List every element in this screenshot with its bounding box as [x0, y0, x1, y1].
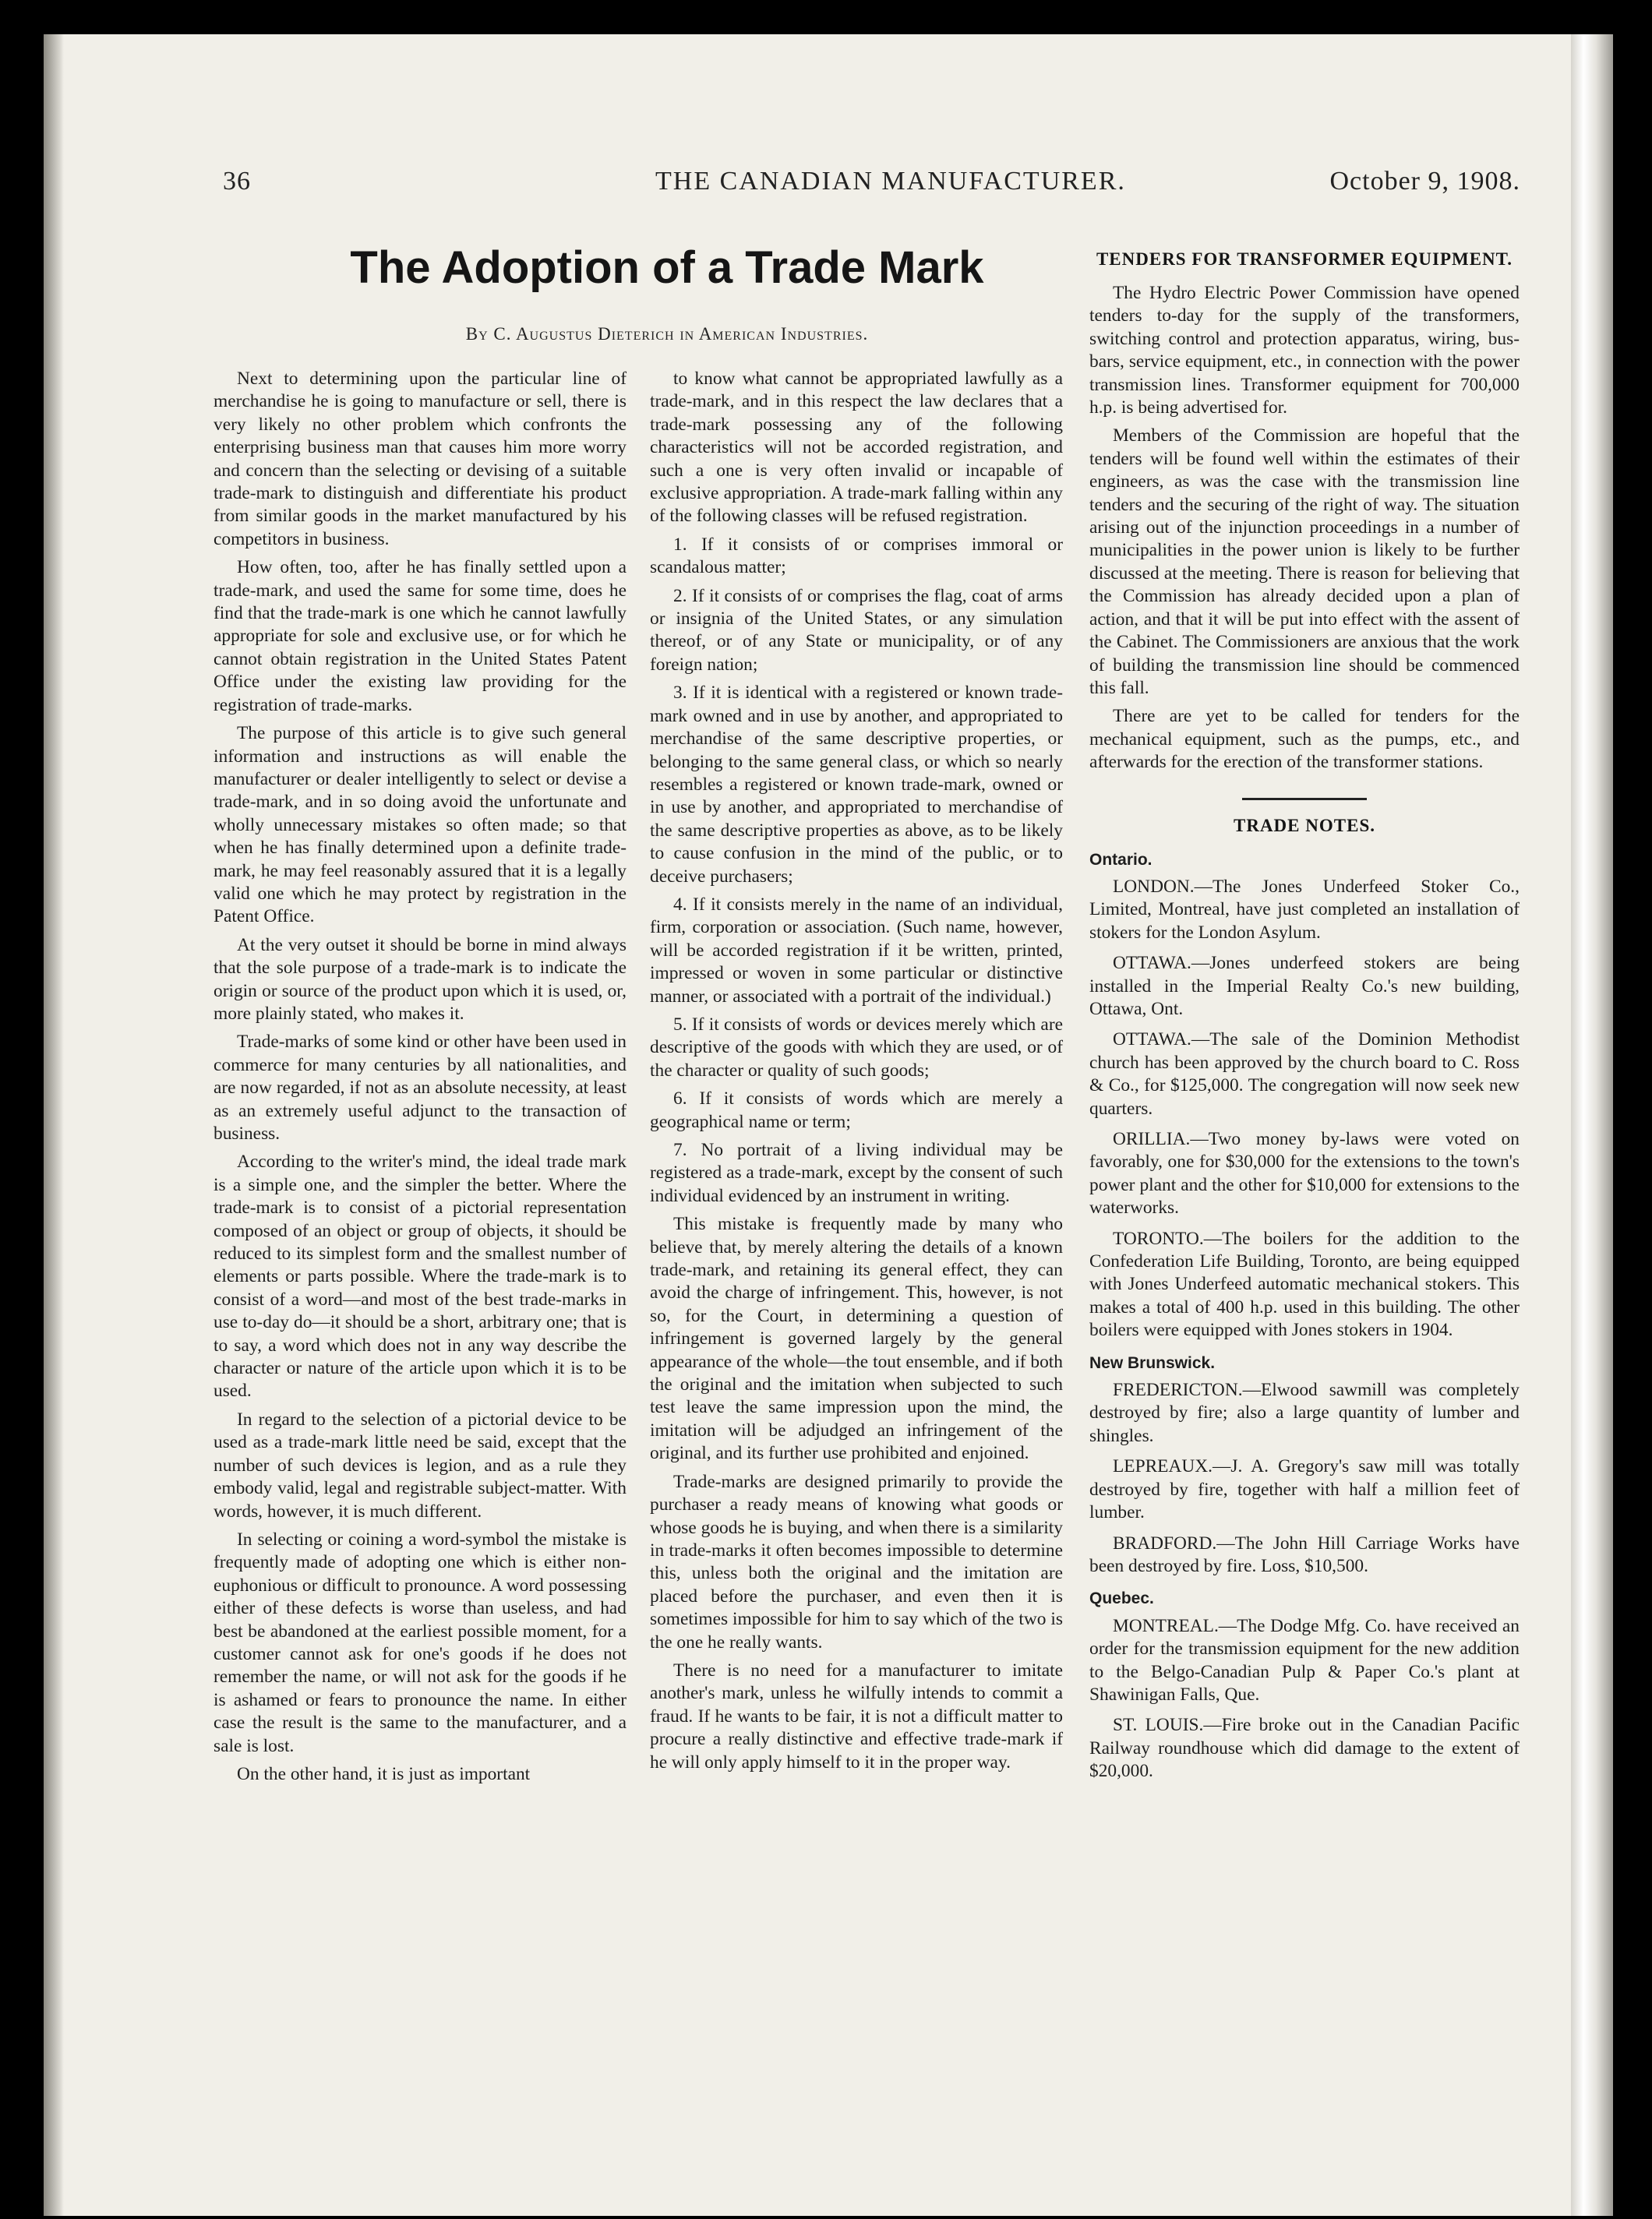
region-heading: Ontario. [1089, 850, 1153, 869]
news-item: FREDERICTON.—Elwood sawmill was completely destroyed by fire; also a large quantity of lumber and shingles. [1089, 1380, 1520, 1446]
paragraph: There are yet to be called for tenders for the mechanical equipment, such as the pumps, etc., and afterwards for the erection of the transformer stations. [1089, 706, 1520, 773]
paragraph: Next to determining upon the particular line of merchandise he is going to manufacture or sell, there is very likely no other problem which confronts the enterprising business man that causes him more worry and concern than the selecting or devising of a suitable trade-mark to distinguish and differentiate his product from similar goods in the market manufactured by his competitors in business. [214, 369, 627, 549]
paragraph: At the very outset it should be borne in mind always that the sole purpose of a trade-mark is to indicate the origin or source of the product upon which it is used, or, more plainly stated, who makes it. [214, 934, 627, 1024]
article-column-1 [214, 368, 627, 1791]
region-heading: Quebec. [1089, 1589, 1154, 1608]
paragraph: to know what cannot be appropriated lawfully as a trade-mark, and in this respect the law declares that a trade-mark possessing any of the following characteristics will not be accorded registration, and such a one is very often invalid or incapable of exclusive appropriation. A trade-mark falling within any of the following classes will be refused registration. [650, 369, 1063, 527]
page-number: 36 [223, 167, 251, 196]
news-item: MONTREAL.—The Dodge Mfg. Co. have received an order for the transmission equipment for the new addition to the Belgo-Canadian Pulp & Paper Co.'s plant at Shawinigan Falls, Que. [1089, 1615, 1520, 1705]
paragraph: Members of the Commission are hopeful that the tenders will be found well within the estimates of their engineers, as was the case with the transmission line tenders and the securing of the right of way. The situation arising out of the injunction proceedings in a number of municipalities in the power union is likely to be further discussed at the meeting. There is reason for believing that the Commission has already decided upon a plan of action, and that it will be put into effect with the assent of the Cabinet. The Commissioners are anxious that the work of building the transmission line should be commenced this fall. [1089, 425, 1520, 698]
news-item: OTTAWA.—The sale of the Dominion Methodist church has been approved by the church board to C. Ross & Co., for $125,000. The congregation will now seek new quarters. [1089, 1029, 1520, 1119]
paragraph: 5. If it consists of words or devices merely which are descriptive of the goods with which they are used, or of the character or quality of such goods; [650, 1014, 1063, 1081]
news-item: ST. LOUIS.—Fire broke out in the Canadian Pacific Railway roundhouse which did damage to the extent of $20,000. [1089, 1715, 1520, 1782]
paragraph: 4. If it consists merely in the name of an individual, firm, corporation or association. (Such name, however, will be accorded registration if it be written, printed, impressed or woven in some particular or distinctive manner, or associated with a portrait of the individual.) [650, 894, 1063, 1007]
paragraph: There is no need for a manufacturer to imitate another's mark, unless he wilfully intends to commit a fraud. If he wants to be fair, it is not a difficult matter to procure a really distinctive and effective trade-mark if he will only apply himself to it in the proper way. [650, 1660, 1063, 1773]
news-item: OTTAWA.—Jones underfeed stokers are being installed in the Imperial Realty Co.'s new building, Ottawa, Ont. [1089, 953, 1520, 1019]
publication-title: THE CANADIAN MANUFACTURER. [655, 167, 1126, 196]
paragraph: The Hydro Electric Power Commission have opened tenders to-day for the supply of the transformers, switching control and protection apparatus, wiring, bus-bars, service equipment, etc., in connection with the power transmission lines. Transformer equipment for 700,000 h.p. is being advertised for. [1089, 283, 1520, 418]
news-item: LONDON.—The Jones Underfeed Stoker Co., Limited, Montreal, have just completed an installation of stokers for the London Asylum. [1089, 876, 1520, 943]
news-item: BRADFORD.—The John Hill Carriage Works have been destroyed by fire. Loss, $10,500. [1089, 1533, 1520, 1576]
news-item: ORILLIA.—Two money by-laws were voted on favorably, one for $30,000 for the extensions to the town's power plant and the other for $10,000 for extensions to the waterworks. [1089, 1129, 1520, 1219]
paragraph: Trade-marks are designed primarily to provide the purchaser a ready means of knowing what goods or whose goods he is buying, and when there is a similarity in trade-marks it often becomes impossible to determine this, unless both the original and the imitation are placed before the purchaser, and even then it is sometimes impossible for him to say which of the two is the one he really wants. [650, 1471, 1063, 1653]
article-column-2 [650, 368, 1063, 1780]
issue-date: October 9, 1908. [1329, 167, 1520, 196]
page-gutter-shadow [44, 34, 64, 2216]
article-byline: By C. Augustus Dieterich in American Industries. [465, 324, 869, 344]
paragraph: 1. If it consists of or comprises immoral or scandalous matter; [650, 534, 1063, 578]
news-item: TORONTO.—The boilers for the addition to the Confederation Life Building, Toronto, are being equipped with Jones Underfeed automatic mechanical stokers. This makes a total of 400 h.p. used in this building. The other boilers were equipped with Jones stokers in 1904. [1089, 1228, 1520, 1341]
paragraph: According to the writer's mind, the ideal trade mark is a simple one, and the simpler the better. Where the trade-mark is to consist of a pictorial representation composed of an object or group of objects, it should be reduced to its simplest form and the smallest number of elements or parts possible. Where the trade-mark is to consist of a word—and most of the best trade-marks in use to-day do—it should be a short, arbitrary one; that is to say, a word which does not in any way describe the character or nature of the article upon which it is to be used. [214, 1152, 627, 1402]
paragraph: On the other hand, it is just as important [237, 1763, 531, 1784]
paragraph: Trade-marks of some kind or other have been used in commerce for many centuries by all nationalities, and are now regarded, if not as an absolute necessity, at least as an extremely useful adjunct to the transaction of business. [214, 1032, 627, 1144]
paragraph: The purpose of this article is to give such general information and instructions as will enable the manufacturer or dealer intelligently to select or devise a trade-mark, and in so doing avoid the unfortunate and wholly unnecessary mistakes so often made; so that when he has finally determined upon a definite trade-mark, he may feel reasonably assured that it is a legally valid one which he may protect by registration in the Patent Office. [214, 723, 627, 927]
news-item: LEPREAUX.—J. A. Gregory's saw mill was totally destroyed by fire, together with half a million feet of lumber. [1089, 1456, 1520, 1523]
paragraph: 3. If it is identical with a registered or known trade-mark owned and in use by another, and appropriated to merchandise of the same descriptive properties, or belonging to the same general class, or which so nearly resembles a registered or known trade-mark, owned or in use by another, and appropriated to merchandise of the same descriptive properties as above, as to be likely to cause confusion in the mind of the public, or to deceive purchasers; [650, 683, 1063, 887]
book-spine-edge [1571, 34, 1613, 2216]
paragraph: 2. If it consists of or comprises the flag, coat of arms or insignia of the United States, or any simulation thereof, or of any State or municipality, or of any foreign nation; [650, 585, 1063, 675]
magazine-page [44, 34, 1613, 2216]
running-head [223, 167, 1520, 206]
region-heading: New Brunswick. [1089, 1353, 1216, 1372]
paragraph: This mistake is frequently made by many who believe that, by merely altering the details of a known trade-mark, and retaining its general effect, they can avoid the charge of infringement. This, however, is not so, for the Court, in determining a question of infringement is governed largely by the general appearance of the whole—the tout ensemble, and if both the original and the imitation when subjected to such test leave the same impression upon the mind, the imitation will be adjudged an infringement of the original, and its further use prohibited and enjoined. [650, 1214, 1063, 1464]
trade-notes [1089, 848, 1520, 1783]
section-divider [1242, 798, 1367, 800]
paragraph: 7. No portrait of a living individual may be registered as a trade-mark, except by the consent of such individual evidenced by an instrument in writing. [650, 1140, 1063, 1206]
article-title: The Adoption of a Trade Mark [350, 242, 984, 293]
paragraph: In selecting or coining a word-symbol the mistake is frequently made of adopting one which is either non-euphonious or difficult to pronounce. A word possessing either of these defects is worse than useless, and had best be abandoned at the earliest possible moment, for a customer cannot ask for one's goods if he does not remember the name, or will not ask for the goods if he is ashamed or fears to pronounce the name. In either case the result is the same to the manufacturer, and a sale is lost. [214, 1529, 627, 1756]
tenders-heading: TENDERS FOR TRANSFORMER EQUIPMENT. [1096, 249, 1513, 269]
news-column [1089, 245, 1520, 1791]
paragraph: 6. If it consists of words which are merely a geographical name or term; [650, 1088, 1063, 1132]
paragraph: In regard to the selection of a pictorial device to be used as a trade-mark little need be said, except that the number of such devices is legion, and as a rule they embody valid, legal and registrable subject-matter. With words, however, it is much different. [214, 1409, 627, 1522]
trade-notes-heading: TRADE NOTES. [1234, 815, 1375, 835]
paragraph: How often, too, after he has finally settled upon a trade-mark, and used the same for some time, does he find that the trade-mark is one which he cannot lawfully appropriate for sole and exclusive use, or for which he cannot obtain registration in the United States Patent Office under the existing law providing for the registration of trade-marks. [214, 557, 627, 715]
